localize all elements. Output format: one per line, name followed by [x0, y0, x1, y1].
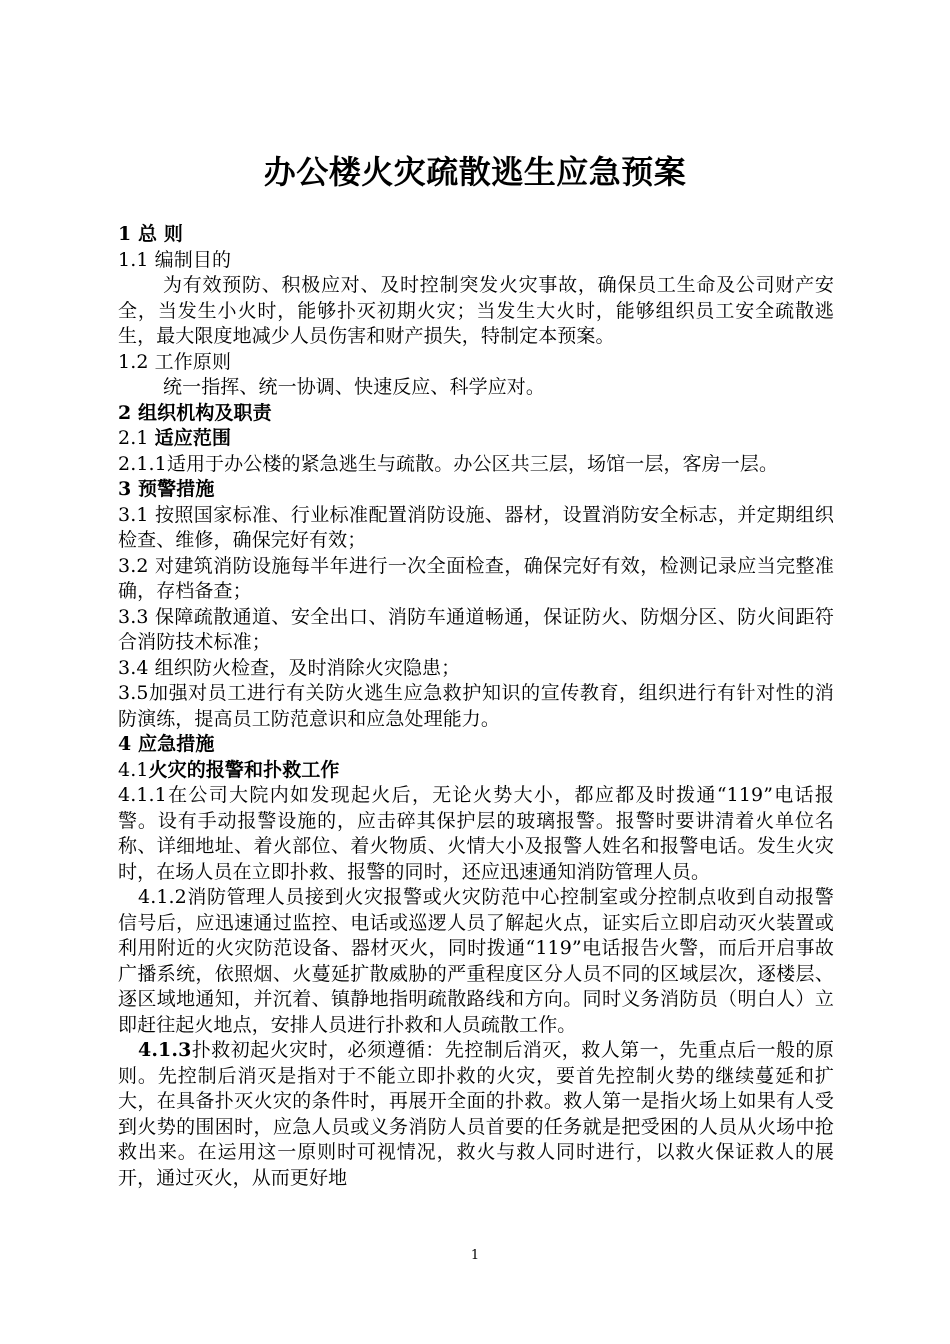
- document-body: [118, 222, 834, 1191]
- section-4-1-1-paragraph: 4.1.1在公司大院内如发现起火后，无论火势大小，都应都及时拨通“119”电话报警。设有手动报警设施的，应击碎其保护层的玻璃报警。报警时要讲清着火单位名称、详细地址、着火部位、着火物质、火情大小及报警人姓名和报警电话。发生火灾时，在场人员在立即扑救、报警的同时，还应迅速通知消防管理人员。: [118, 784, 834, 883]
- section-4-1-3-number: 4.1.3: [138, 1039, 192, 1061]
- section-4-1-3-paragraph: [118, 1038, 834, 1191]
- section-4-1-number: 4.1: [118, 758, 149, 781]
- document-title: 办公楼火灾疏散逃生应急预案: [263, 153, 687, 191]
- page-number: 1: [470, 1248, 480, 1263]
- section-2-1-number: 2.1: [118, 427, 155, 449]
- section-1-2-paragraph: 统一指挥、统一协调、快速反应、科学应对。: [163, 376, 546, 398]
- section-2-1-heading: [118, 426, 834, 452]
- section-2-1-title: 适应范围: [154, 427, 232, 449]
- section-4-1-heading: [118, 758, 834, 784]
- section-2-heading: 2 组织机构及职责: [118, 401, 272, 424]
- section-3-3-paragraph: 3.3 保障疏散通道、安全出口、消防车通道畅通，保证防火、防烟分区、防火间距符合消防技术标准；: [118, 605, 834, 653]
- section-1-1-paragraph: 为有效预防、积极应对、及时控制突发火灾事故，确保员工生命及公司财产安全，当发生小火时，能够扑灭初期火灾；当发生大火时，能够组织员工安全疏散逃生，最大限度地减少人员伤害和财产损失，特制定本预案。: [118, 274, 834, 347]
- section-3-2-paragraph: 3.2 对建筑消防设施每半年进行一次全面检查，确保完好有效，检测记录应当完整准确，存档备查；: [118, 554, 834, 602]
- section-3-5-paragraph: 3.5加强对员工进行有关防火逃生应急救护知识的宣传教育，组织进行有针对性的消防演练，提高员工防范意识和应急处理能力。: [118, 682, 834, 730]
- section-4-1-2-paragraph: 4.1.2消防管理人员接到火灾报警或火灾防范中心控制室或分控制点收到自动报警信号后，应迅速通过监控、电话或巡逻人员了解起火点，证实后立即启动灭火装置或利用附近的火灾防范设备、器材灭火，同时拨通“119”电话报告火警，而后开启事故广播系统，依照烟、火蔓延扩散威胁的严重程度区分人员不同的区域层次，逐楼层、逐区域地通知，并沉着、镇静地指明疏散路线和方向。同时义务消防员（明白人）立即赶往起火地点，安排人员进行扑救和人员疏散工作。: [118, 886, 834, 1036]
- section-3-1-paragraph: 3.1 按照国家标准、行业标准配置消防设施、器材，设置消防安全标志，并定期组织检查、维修，确保完好有效；: [118, 503, 834, 551]
- section-4-1-title: 火灾的报警和扑救工作: [148, 758, 340, 781]
- section-4-1-3-text: 扑救初起火灾时，必须遵循：先控制后消灭，救人第一，先重点后一般的原则。先控制后消灭是指对于不能立即扑救的火灾，要首先控制火势的继续蔓延和扩大，在具备扑灭火灾的条件时，再展开全面的扑救。救人第一是指火场上如果有人受到火势的围困时，应急人员或义务消防人员首要的任务就是把受困的人员从火场中抢救出来。在运用这一原则时可视情况，救火与救人同时进行，以救火保证救人的展开，通过灭火，从而更好地: [118, 1039, 834, 1189]
- section-1-2-heading: 1.2 工作原则: [118, 350, 232, 373]
- section-1-heading: 1 总 则: [118, 223, 183, 245]
- section-3-heading: 3 预警措施: [118, 478, 215, 500]
- section-2-1-1-paragraph: 2.1.1适用于办公楼的紧急逃生与疏散。办公区共三层，场馆一层，客房一层。: [118, 452, 779, 475]
- section-4-heading: 4 应急措施: [118, 733, 215, 755]
- section-3-4-paragraph: 3.4 组织防火检查，及时消除火灾隐患；: [118, 656, 461, 679]
- section-1-1-heading: 1.1 编制目的: [118, 248, 232, 271]
